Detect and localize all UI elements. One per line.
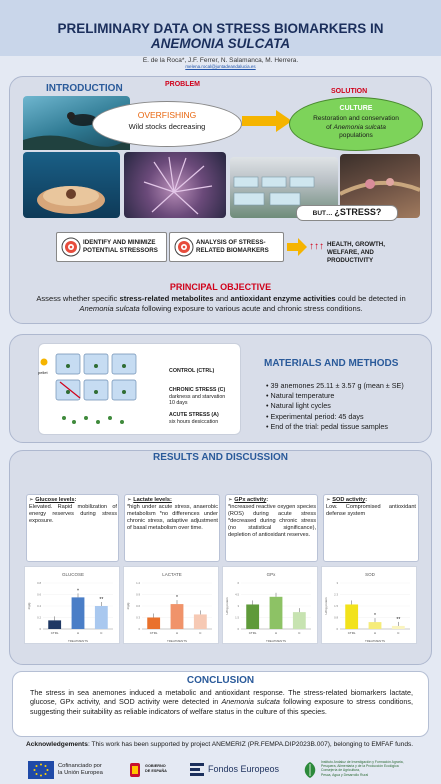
y-tick-label: 1.5: [235, 615, 239, 620]
bar: [48, 620, 61, 629]
list-item: • 39 anemones 25.11 ± 3.57 g (mean ± SE): [266, 381, 404, 390]
list-item: • Natural light cycles: [266, 401, 331, 411]
y-tick-label: 0: [237, 627, 239, 631]
eu-logo: Cofinanciado por la Unión Europea: [28, 760, 114, 780]
x-tick-label: A: [274, 631, 278, 635]
fondos-europeos-logo: Fondos Europeos: [190, 760, 300, 780]
x-tick-label: CTRL: [248, 631, 257, 635]
lactate-chart: [123, 566, 219, 644]
y-axis-label: mg/g: [126, 602, 130, 610]
list-item: • End of the trial: pedal tissue samples: [266, 421, 388, 431]
acknowledgements: Acknowledgements: This work has been supported by project ANEMERIZ (PR.FEMPA.DIP2023B.007), belonging to EMFAF funds.: [26, 741, 414, 748]
sod-text: ➢ SOD activity: Low. Compromised antioxidant defense system: [326, 497, 416, 517]
x-tick-label: C: [199, 631, 202, 635]
x-tick-label: C: [100, 631, 103, 635]
gpx-chart: [222, 566, 318, 644]
stress-text: BUT… ¿STRESS?: [312, 207, 382, 217]
x-tick-label: CTRL: [149, 631, 158, 635]
bar: [293, 612, 306, 629]
eu-flag-icon: [28, 761, 54, 779]
y-tick-label: 0.3: [136, 615, 140, 620]
glucose-text: ➢ Glucose levels: Elevated. Rapid mobilization of energy reserves during stress exposure.: [29, 497, 117, 524]
y-tick-label: 1.5: [334, 604, 338, 608]
chart-title: GPx: [266, 572, 276, 577]
x-tick-label: C: [397, 631, 400, 635]
gpx-text: ➢ GPx activity: *increased reactive oxygen species (ROS) during acute stress *decreased during chronic stress (no statistical significance), depletion of antioxidant reserves.: [228, 497, 316, 538]
tentacles-icon: [124, 152, 226, 218]
fondos-mark-icon: [190, 761, 206, 779]
target-icon: [61, 237, 81, 257]
bar: [392, 626, 405, 629]
x-axis-label: TREATMENTS: [67, 639, 89, 643]
list-item: • Experimental period: 45 days: [266, 411, 364, 421]
significance-label: **: [99, 597, 104, 603]
significance-label: **: [396, 616, 401, 623]
bar: [194, 614, 207, 629]
conclusion-heading: CONCLUSION: [186, 675, 255, 686]
sun-icon: [41, 359, 48, 366]
anemone-icon: [23, 152, 120, 218]
glucose-chart: [24, 566, 120, 644]
y-tick-label: 0.6: [37, 592, 41, 597]
bar: [369, 622, 382, 629]
x-tick-label: CTRL: [50, 631, 59, 635]
x-tick-label: A: [76, 631, 80, 635]
chart-title: LACTATE: [162, 572, 182, 577]
arrow-right-icon: [242, 110, 292, 132]
x-axis-label: TREATMENTS: [166, 639, 188, 643]
chronic-block: CHRONIC STRESS (C) darkness and starvation 10 days: [169, 387, 226, 406]
sod-chart: [321, 566, 417, 644]
anemone-photo-1: [23, 152, 120, 218]
methods-heading: MATERIALS AND METHODS: [264, 358, 399, 369]
x-tick-label: A: [175, 631, 179, 635]
x-axis-label: TREATMENTS: [364, 639, 386, 643]
y-tick-label: 0: [138, 627, 140, 631]
objective-heading: PRINCIPAL OBJECTIVE: [169, 282, 272, 292]
chart-title: SOD: [365, 572, 375, 577]
problem-label: PROBLEM: [165, 81, 200, 88]
y-tick-label: 0.8: [37, 581, 41, 585]
authors: E. de la Roca*, J.F. Ferrer, N. Salamanca, M. Herrera.: [142, 57, 299, 64]
poster-title: [0, 21, 441, 51]
email-link[interactable]: melena.rocal@juntadeandalucia.es: [185, 64, 256, 69]
title-line-1: PRELIMINARY DATA ON STRESS BIOMARKERS IN: [57, 21, 384, 36]
y-tick-label: 4.5: [235, 592, 239, 597]
arrow-right-icon-2: [287, 238, 307, 256]
objective-text: Assess whether specific stress-related metabolites and antioxidant enzyme activities could be detected in Anemonia sulcata following exposure to various acute and chronic stress conditions.: [36, 294, 406, 313]
y-tick-label: 0: [336, 627, 338, 631]
chart-title: GLUCOSE: [61, 572, 85, 577]
title-line-2: ANEMONIA SULCATA: [150, 36, 291, 51]
lactate-text: ➢ Lactate levels: *high under acute stress, anaerobic metabolism *no differences under chronic stress, adaptive adjustment of basal metabolism over time.: [127, 497, 218, 531]
significance-label: *: [374, 613, 376, 620]
bar: [171, 604, 184, 629]
methods-list: [266, 381, 404, 432]
culture-text: Restoration and conservation of Anemonia sulcata populations: [313, 115, 399, 139]
x-tick-label: CTRL: [347, 631, 356, 635]
target-icon-2: [174, 237, 194, 257]
y-tick-label: 0.2: [37, 615, 41, 620]
results-heading: RESULTS AND DISCUSSION: [152, 452, 288, 463]
y-tick-label: 0.9: [136, 592, 140, 597]
objective-1: IDENTIFY AND MINIMIZE POTENTIAL STRESSORS: [83, 239, 158, 254]
y-tick-label: 2.3: [334, 592, 338, 597]
ifapa-logo: Instituto Andaluz de Investigación y Formación Agraria, Pesquera, Alimentaria y de la Producción Ecológica Consejería de Agricultura, Pesca, Agua y Desarrollo Rural: [302, 759, 434, 783]
spain-gov-logo: GOBIERNO DE ESPAÑA: [128, 760, 183, 780]
acute-block: ACUTE STRESS (A) six hours desiccation: [169, 412, 219, 425]
conclusion-text: The stress in sea anemones induced a metabolic and antioxidant response. The stress-related biomarkers lactate, glucose, GPx activity, and SOD activity were detected in Anemonia sulcata following exposure to stress conditions, suggesting their suitability as reliable indicators of welfare status in the culture of this species.: [30, 688, 414, 716]
y-axis-label: mg/g: [27, 602, 31, 610]
coat-of-arms-icon: [128, 761, 142, 779]
intro-heading: INTRODUCTION: [46, 83, 123, 94]
leaf-icon: [302, 761, 318, 779]
problem-title: OVERFISHING: [137, 110, 197, 120]
y-axis-label: U/mg protein: [225, 597, 229, 615]
culture-title: CULTURE: [339, 105, 373, 112]
up-arrows: ↑↑↑: [309, 241, 324, 252]
bar: [246, 604, 259, 629]
list-item: • Natural temperature: [266, 391, 335, 401]
anemone-photo-2: [124, 152, 226, 218]
y-axis-label: U/mg protein: [324, 597, 328, 615]
significance-label: *: [176, 595, 178, 602]
bar: [345, 604, 358, 629]
tanks-diagram: [40, 346, 166, 434]
y-tick-label: 0.4: [37, 604, 41, 608]
y-tick-label: 0.6: [136, 604, 140, 608]
objective-2: ANALYSIS OF STRESS-RELATED BIOMARKERS: [196, 239, 269, 254]
y-tick-label: 0: [39, 627, 41, 631]
significance-label: *: [77, 588, 79, 595]
bar: [270, 597, 283, 629]
ctrl-label: CONTROL (CTRL): [169, 368, 215, 374]
y-tick-label: 1.2: [136, 581, 140, 585]
y-tick-label: 0.8: [334, 615, 338, 620]
solution-label: SOLUTION: [331, 88, 368, 95]
bar: [95, 606, 108, 629]
bar: [72, 597, 85, 629]
pellet-label: pellet: [38, 370, 48, 375]
problem-text: Wild stocks decreasing: [128, 122, 206, 131]
x-tick-label: A: [373, 631, 377, 635]
y-tick-label: 3: [237, 604, 239, 608]
x-tick-label: C: [298, 631, 301, 635]
health-text: HEALTH, GROWTH, WELFARE, AND PRODUCTIVITY: [327, 241, 385, 264]
x-axis-label: TREATMENTS: [265, 639, 287, 643]
y-tick-label: 3: [336, 581, 338, 585]
y-tick-label: 6: [237, 581, 239, 585]
bar: [147, 618, 160, 630]
